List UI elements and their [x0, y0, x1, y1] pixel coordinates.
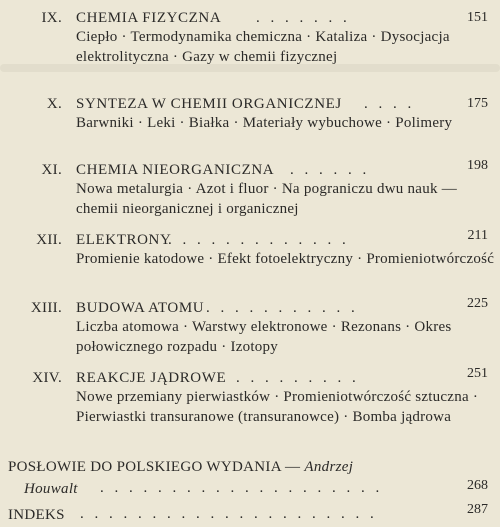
chapter-subtopics: Nowa metalurgia · Azot i fluor · Na pograniczu dwu nauk — chemii nieorganicznej i organicznej — [76, 181, 457, 217]
leader-dots: . . . . . . . . . . . . . — [168, 232, 350, 248]
page-number: 251 — [467, 366, 488, 381]
leader-dots: . . . . . . . . . — [236, 370, 360, 386]
leader-dots: . . . . — [364, 96, 415, 112]
chapter-title: SYNTEZA W CHEMII ORGANICZNEJ — [76, 96, 342, 112]
chapter-subtopics: Barwniki · Leki · Białka · Materiały wybuchowe · Polimery — [76, 115, 453, 131]
page-number: 198 — [467, 158, 488, 173]
leader-dots: . . . . . . . . . . . . . . . . . . . . . — [80, 506, 378, 522]
page-number: 287 — [467, 502, 488, 517]
chapter-title: REAKCJE JĄDROWE — [76, 370, 227, 386]
page-number: 151 — [467, 10, 488, 25]
chapter-title: BUDOWA ATOMU — [76, 300, 205, 316]
leader-dots: . . . . . . . . . . . . . . . . . . . . — [100, 480, 383, 496]
page-number: 175 — [467, 96, 488, 111]
afterword-title: POSŁOWIE DO POLSKIEGO WYDANIA — — [8, 459, 305, 475]
chapter-numeral: IX. — [41, 10, 62, 26]
chapter-numeral: XIII. — [30, 300, 62, 316]
page-number: 211 — [467, 228, 488, 243]
chapter-numeral: XII. — [36, 232, 62, 248]
afterword-title-line — [8, 458, 353, 478]
chapter-title: CHEMIA FIZYCZNA — [76, 10, 222, 26]
leader-dots: . . . . . . . . . . . — [206, 300, 359, 316]
afterword-author-first: Andrzej — [304, 459, 354, 475]
chapter-subtopics: Liczba atomowa · Warstwy elektronowe · Rezonans · Okres połowicznego rozpadu · Izotopy — [76, 319, 452, 355]
chapter-numeral: XIV. — [32, 370, 62, 386]
chapter-subtopics: Nowe przemiany pierwiastków · Promieniotwórczość sztuczna · Pierwiastki transuranowe (transuranowce) · Bomba jądrowa — [76, 389, 479, 425]
page-number: 268 — [467, 478, 488, 493]
chapter-subtopics: Promienie katodowe · Efekt fotoelektryczny · Promieniotwórczość — [76, 251, 495, 267]
page-number: 225 — [467, 296, 488, 311]
afterword-author-last: Houwalt — [24, 481, 78, 497]
index-title: INDEKS — [8, 507, 65, 523]
chapter-numeral: X. — [46, 96, 62, 112]
chapter-subtopics: Ciepło · Termodynamika chemiczna · Kataliza · Dysocjacja elektrolityczna · Gazy w chemii fizycznej — [76, 29, 450, 65]
chapter-numeral: XI. — [41, 162, 62, 178]
leader-dots: . . . . . . . — [256, 10, 351, 26]
chapter-title: ELEKTRONY — [76, 232, 172, 248]
leader-dots: . . . . . . — [290, 162, 370, 178]
chapter-title: CHEMIA NIEORGANICZNA — [76, 162, 275, 178]
